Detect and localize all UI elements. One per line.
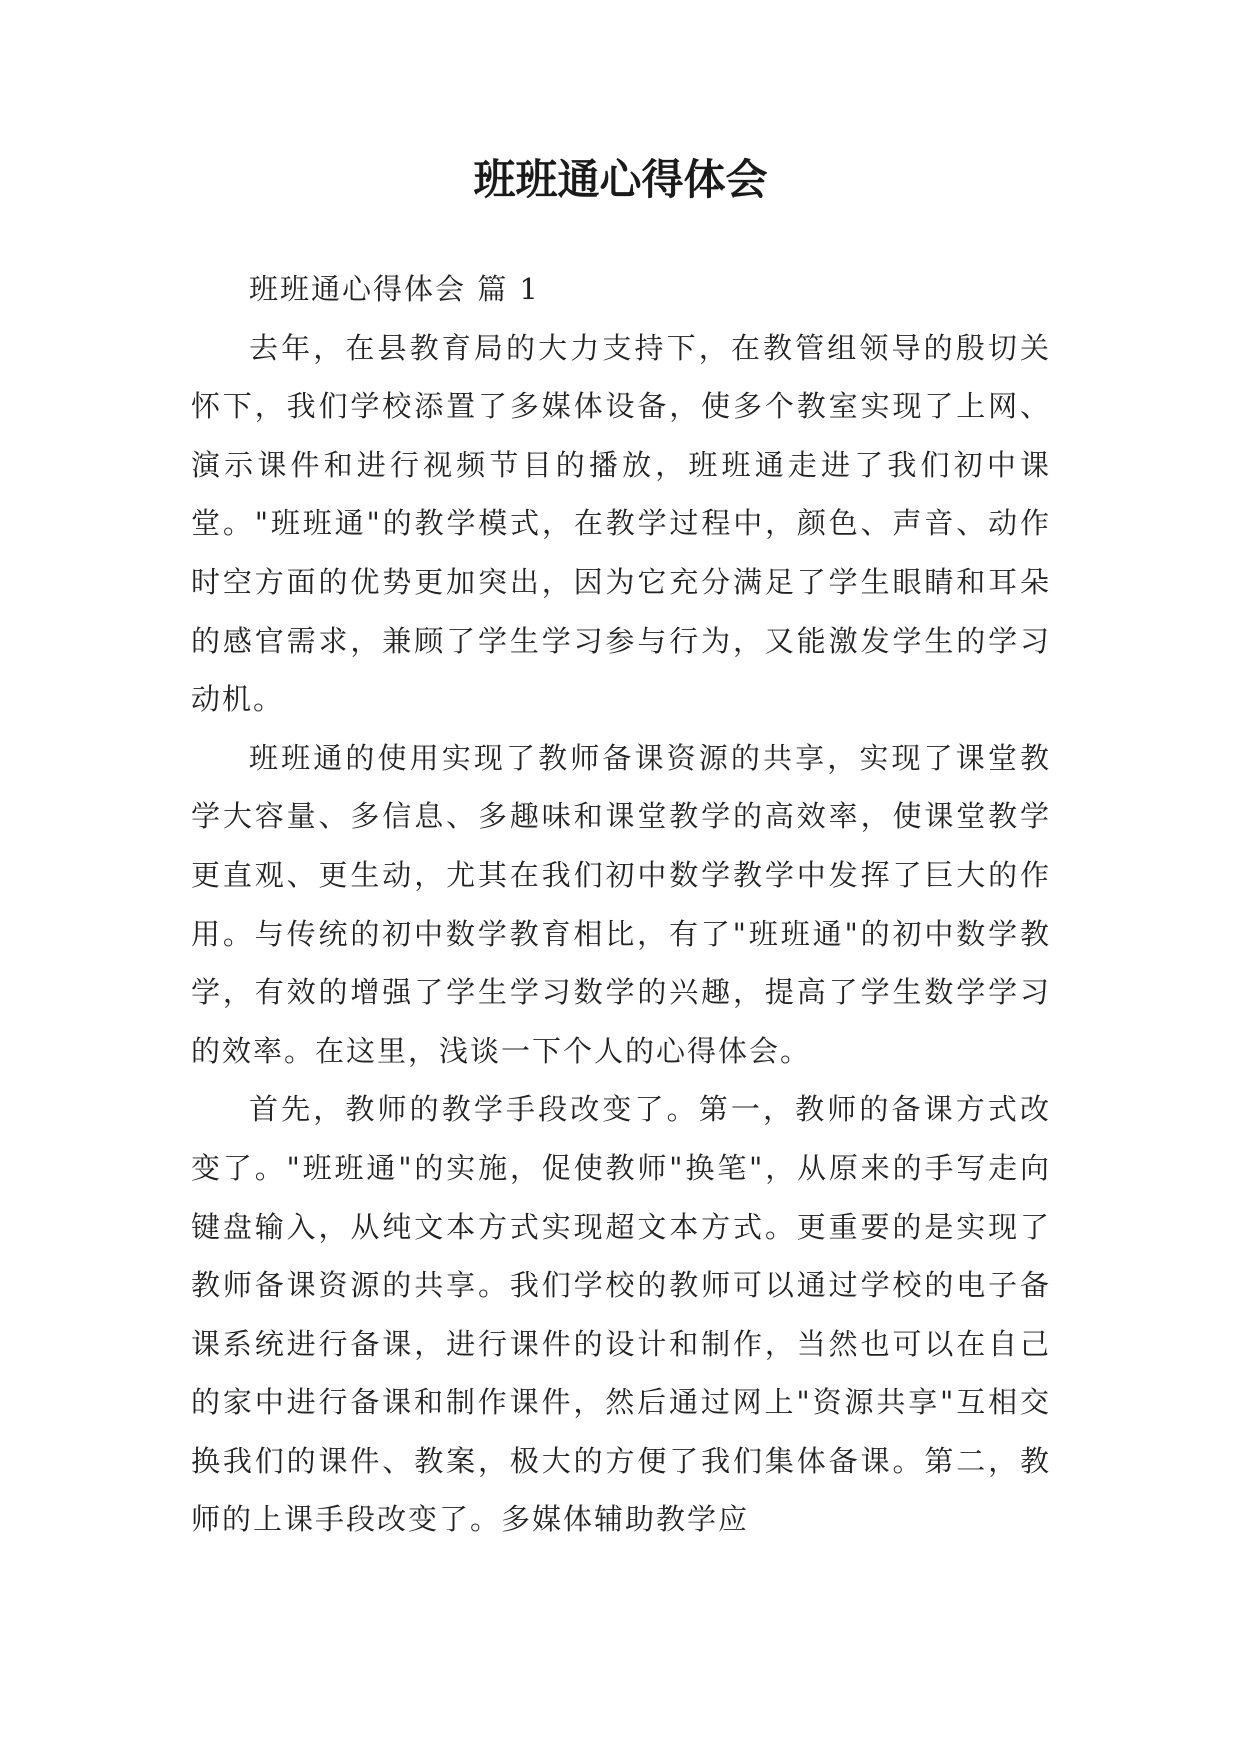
document-body — [191, 260, 1051, 1549]
paragraph-2: 班班通的使用实现了教师备课资源的共享，实现了课堂教学大容量、多信息、多趣味和课堂教学的高效率，使课堂教学更直观、更生动，尤其在我们初中数学教学中发挥了巨大的作用。与传统的初中数学教育相比，有了"班班通"的初中数学教学，有效的增强了学生学习数学的兴趣，提高了学生数学学习的效率。在这里，浅谈一下个人的心得体会。 — [191, 740, 1051, 1068]
paragraph-3: 首先，教师的教学手段改变了。第一，教师的备课方式改变了。"班班通"的实施，促使教师"换笔"，从原来的手写走向键盘输入，从纯文本方式实现超文本方式。更重要的是实现了教师备课资源的共享。我们学校的教师可以通过学校的电子备课系统进行备课，进行课件的设计和制作，当然也可以在自己的家中进行备课和制作课件，然后通过网上"资源共享"互相交换我们的课件、教案，极大的方便了我们集体备课。第二，教师的上课手段改变了。多媒体辅助教学应 — [191, 1092, 1051, 1537]
section-heading: 班班通心得体会 篇 1 — [249, 272, 540, 306]
page-title: 班班通心得体会 — [473, 155, 768, 204]
paragraph-1: 去年，在县教育局的大力支持下，在教管组领导的殷切关怀下，我们学校添置了多媒体设备，使多个教室实现了上网、演示课件和进行视频节目的播放，班班通走进了我们初中课堂。"班班通"的教学模式，在教学过程中，颜色、声音、动作时空方面的优势更加突出，因为它充分满足了学生眼睛和耳朵的感官需求，兼顾了学生学习参与行为，又能激发学生的学习动机。 — [191, 330, 1051, 717]
